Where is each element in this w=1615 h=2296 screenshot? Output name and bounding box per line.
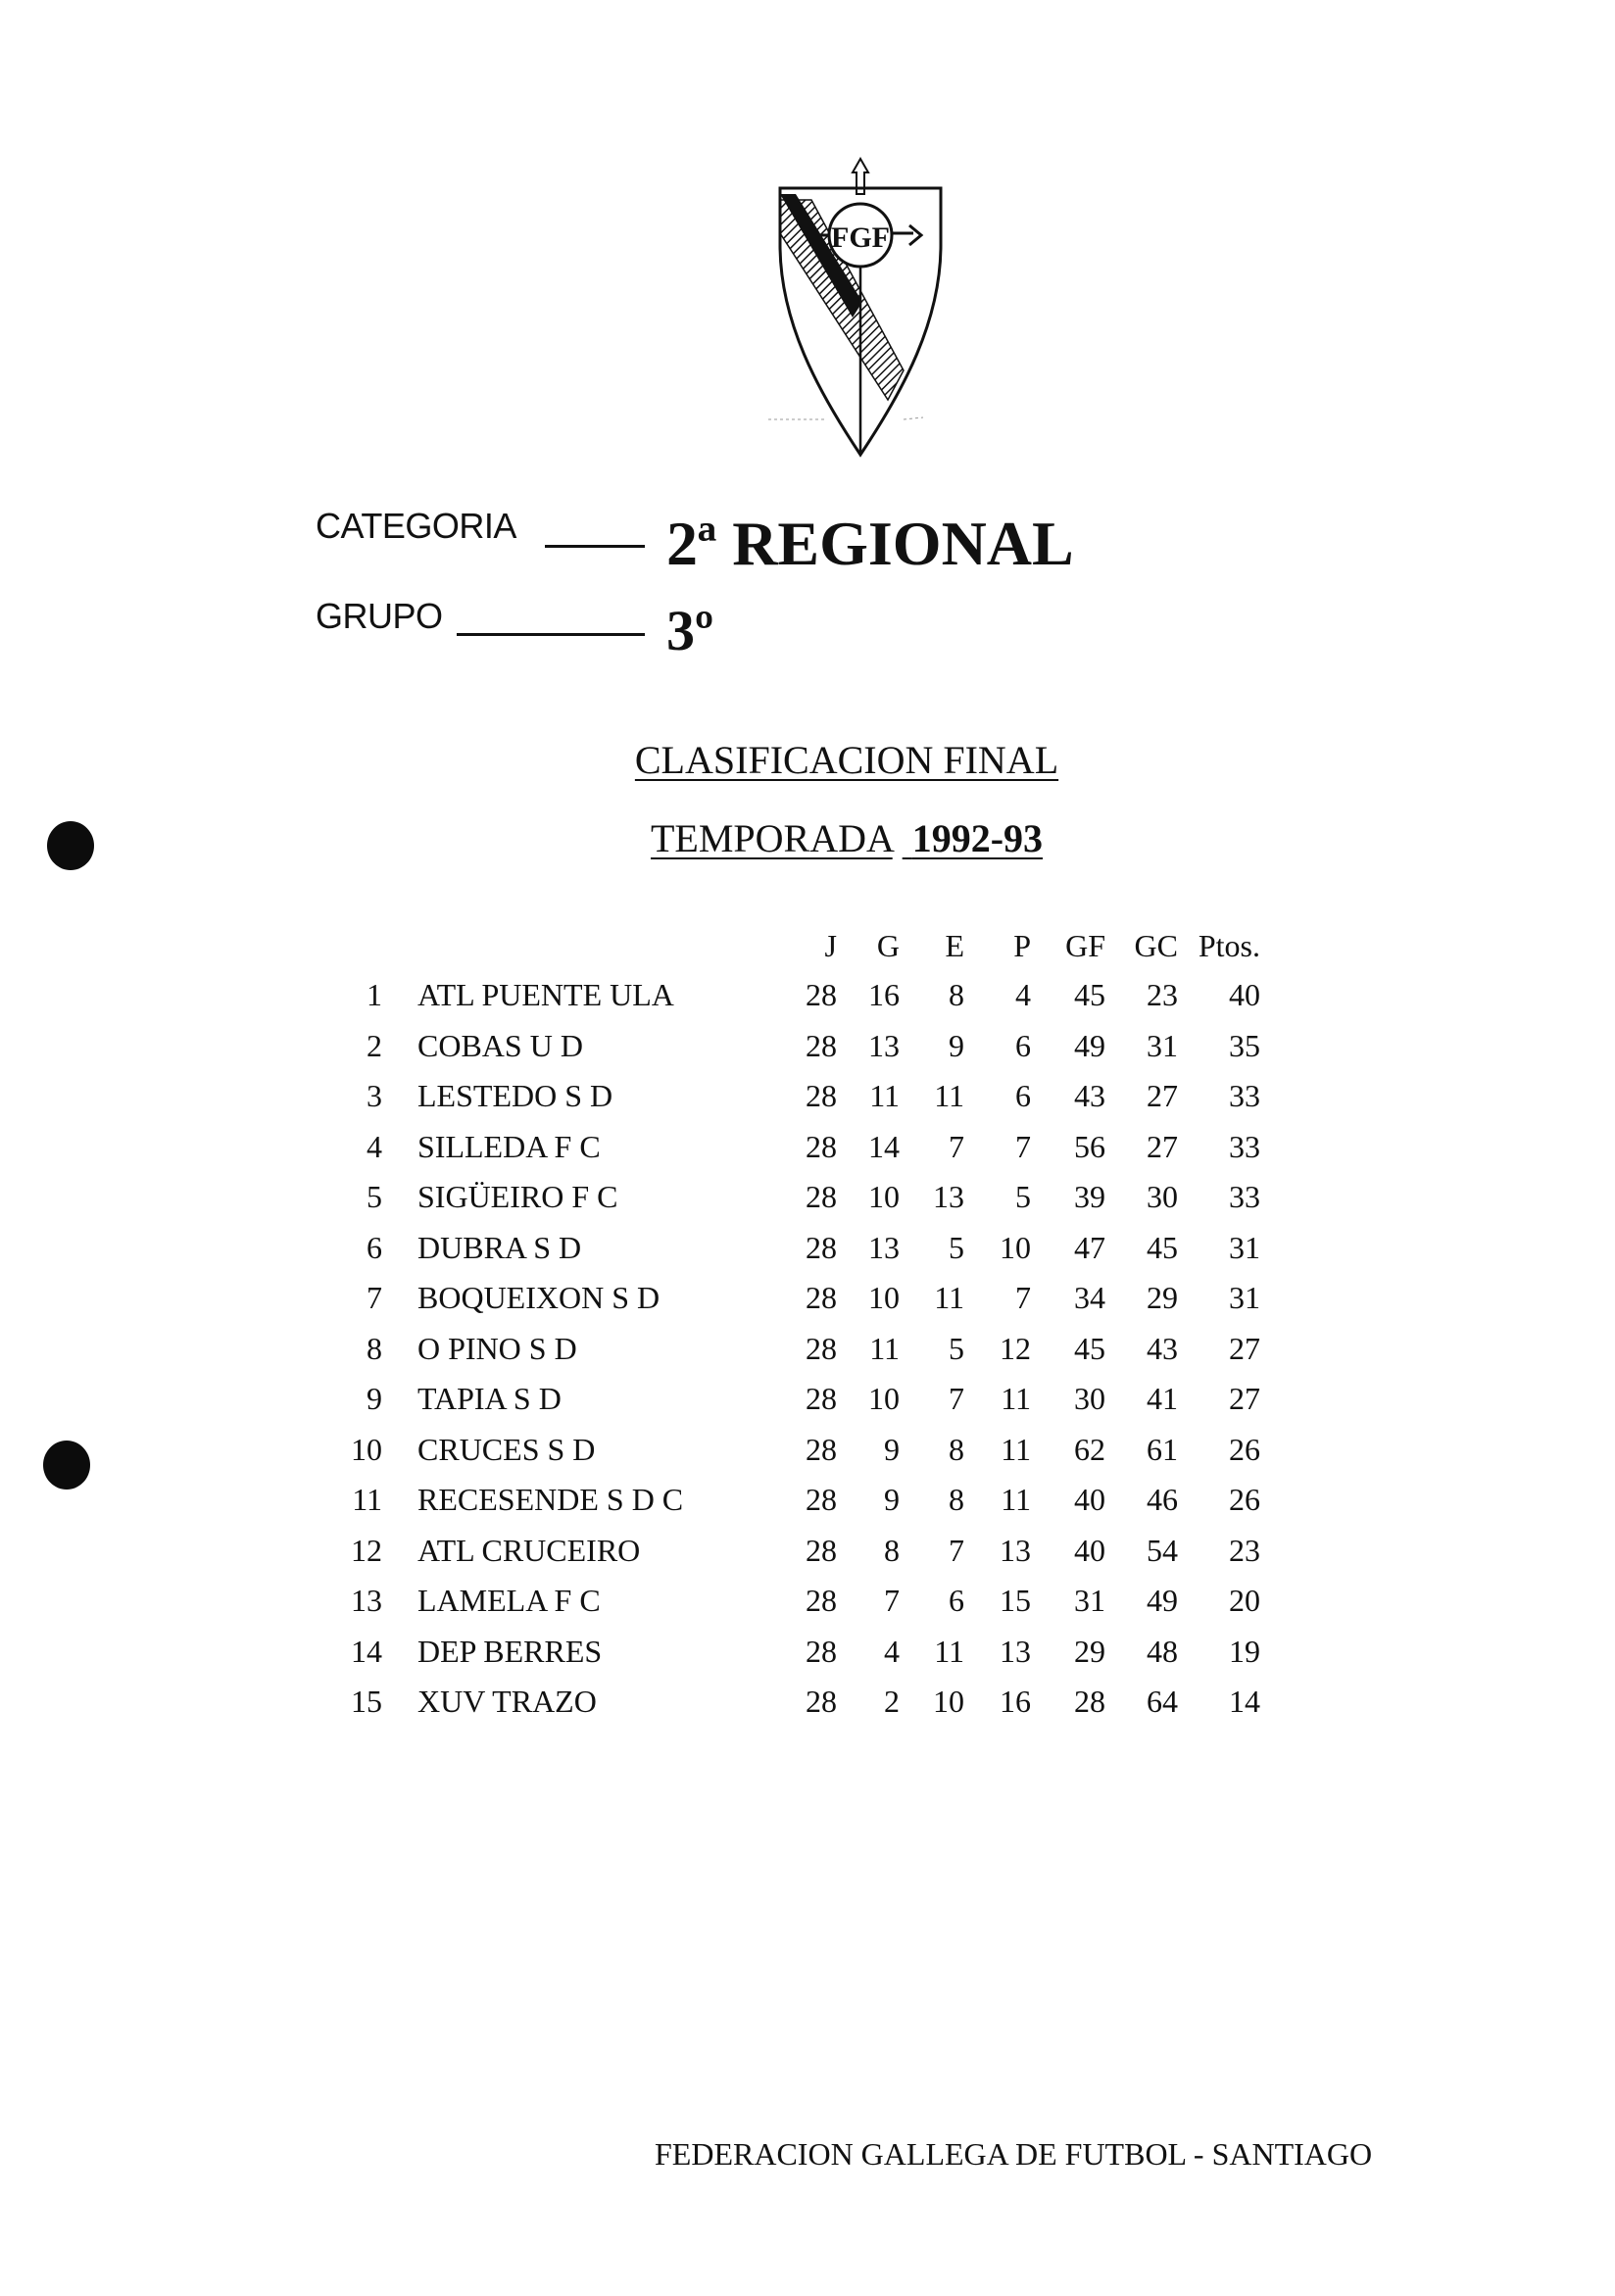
row-stat-p: 6 bbox=[1015, 1078, 1031, 1113]
row-stat-p: 12 bbox=[1000, 1330, 1031, 1366]
row-position: 14 bbox=[351, 1633, 382, 1669]
row-stat-gf: 28 bbox=[1074, 1684, 1105, 1719]
row-stat-e: 5 bbox=[949, 1229, 964, 1265]
row-team-name: O PINO S D bbox=[417, 1330, 577, 1366]
row-stat-j: 28 bbox=[806, 1229, 837, 1265]
row-stat-e: 8 bbox=[949, 1431, 964, 1467]
row-stat-g: 10 bbox=[868, 1381, 900, 1416]
row-stat-p: 13 bbox=[1000, 1633, 1031, 1669]
row-team-name: DUBRA S D bbox=[417, 1229, 582, 1265]
row-team-name: ATL CRUCEIRO bbox=[417, 1532, 641, 1568]
row-stat-gc: 27 bbox=[1147, 1128, 1178, 1164]
row-stat-ptos: 23 bbox=[1229, 1532, 1260, 1568]
row-stat-ptos: 19 bbox=[1229, 1633, 1260, 1669]
row-stat-j: 28 bbox=[806, 1482, 837, 1517]
row-stat-gf: 40 bbox=[1074, 1532, 1105, 1568]
row-stat-gf: 45 bbox=[1074, 977, 1105, 1012]
row-stat-gc: 61 bbox=[1147, 1431, 1178, 1467]
column-header: GC bbox=[1134, 928, 1178, 963]
row-stat-p: 7 bbox=[1015, 1280, 1031, 1315]
row-team-name: DEP BERRES bbox=[417, 1633, 603, 1669]
row-stat-e: 11 bbox=[934, 1078, 964, 1113]
row-stat-j: 28 bbox=[806, 1431, 837, 1467]
row-position: 15 bbox=[351, 1684, 382, 1719]
row-stat-p: 6 bbox=[1015, 1027, 1031, 1063]
row-position: 10 bbox=[351, 1431, 382, 1467]
row-position: 9 bbox=[367, 1381, 382, 1416]
row-stat-e: 7 bbox=[949, 1532, 964, 1568]
row-stat-e: 5 bbox=[949, 1330, 964, 1366]
row-stat-e: 6 bbox=[949, 1583, 964, 1618]
row-stat-ptos: 33 bbox=[1229, 1179, 1260, 1214]
row-stat-gf: 56 bbox=[1074, 1128, 1105, 1164]
row-stat-gc: 46 bbox=[1147, 1482, 1178, 1517]
row-stat-gf: 30 bbox=[1074, 1381, 1105, 1416]
row-stat-j: 28 bbox=[806, 1381, 837, 1416]
row-position: 7 bbox=[367, 1280, 382, 1315]
row-position: 13 bbox=[351, 1583, 382, 1618]
row-position: 3 bbox=[367, 1078, 382, 1113]
row-stat-gf: 49 bbox=[1074, 1027, 1105, 1063]
categoria-label: CATEGORIA bbox=[316, 506, 516, 546]
row-stat-ptos: 20 bbox=[1229, 1583, 1260, 1618]
row-stat-gc: 30 bbox=[1147, 1179, 1178, 1214]
row-team-name: SILLEDA F C bbox=[417, 1128, 601, 1164]
row-stat-e: 10 bbox=[933, 1684, 964, 1719]
row-stat-g: 2 bbox=[884, 1684, 900, 1719]
row-stat-gc: 64 bbox=[1147, 1684, 1178, 1719]
row-stat-g: 9 bbox=[884, 1431, 900, 1467]
row-stat-gc: 27 bbox=[1147, 1078, 1178, 1113]
row-stat-g: 16 bbox=[868, 977, 900, 1012]
row-stat-gf: 40 bbox=[1074, 1482, 1105, 1517]
season-label: TEMPORADA bbox=[650, 816, 893, 860]
classification-title-text: CLASIFICACION FINAL bbox=[634, 738, 1059, 782]
row-team-name: XUV TRAZO bbox=[417, 1684, 597, 1719]
column-header: GF bbox=[1065, 928, 1105, 963]
row-position: 8 bbox=[367, 1330, 382, 1366]
row-stat-p: 15 bbox=[1000, 1583, 1031, 1618]
row-stat-j: 28 bbox=[806, 1128, 837, 1164]
row-stat-e: 7 bbox=[949, 1381, 964, 1416]
row-stat-j: 28 bbox=[806, 1633, 837, 1669]
row-stat-gf: 43 bbox=[1074, 1078, 1105, 1113]
row-stat-e: 8 bbox=[949, 977, 964, 1012]
row-position: 12 bbox=[351, 1532, 382, 1568]
row-position: 6 bbox=[367, 1229, 382, 1265]
row-stat-gc: 49 bbox=[1147, 1583, 1178, 1618]
row-stat-ptos: 26 bbox=[1229, 1482, 1260, 1517]
row-position: 11 bbox=[352, 1482, 382, 1517]
row-stat-ptos: 26 bbox=[1229, 1431, 1260, 1467]
row-stat-e: 7 bbox=[949, 1128, 964, 1164]
row-stat-ptos: 14 bbox=[1229, 1684, 1260, 1719]
row-stat-e: 11 bbox=[934, 1633, 964, 1669]
row-stat-gc: 23 bbox=[1147, 977, 1178, 1012]
row-stat-g: 10 bbox=[868, 1179, 900, 1214]
row-stat-e: 9 bbox=[949, 1027, 964, 1063]
row-stat-gc: 45 bbox=[1147, 1229, 1178, 1265]
footer-federation: FEDERACION GALLEGA DE FUTBOL - SANTIAGO bbox=[655, 2136, 1373, 2172]
categoria-rule bbox=[545, 545, 645, 548]
row-team-name: ATL PUENTE ULA bbox=[417, 977, 674, 1012]
row-stat-e: 13 bbox=[933, 1179, 964, 1214]
row-team-name: CRUCES S D bbox=[417, 1431, 596, 1467]
row-stat-gc: 43 bbox=[1147, 1330, 1178, 1366]
row-stat-g: 13 bbox=[868, 1229, 900, 1265]
row-stat-ptos: 33 bbox=[1229, 1128, 1260, 1164]
row-position: 2 bbox=[367, 1027, 382, 1063]
row-stat-g: 4 bbox=[884, 1633, 900, 1669]
row-team-name: RECESENDE S D C bbox=[417, 1482, 684, 1517]
row-stat-gc: 29 bbox=[1147, 1280, 1178, 1315]
row-stat-p: 10 bbox=[1000, 1229, 1031, 1265]
row-stat-j: 28 bbox=[806, 1179, 837, 1214]
classification-title bbox=[0, 737, 1615, 783]
season-heading bbox=[0, 815, 1615, 861]
row-stat-gf: 47 bbox=[1074, 1229, 1105, 1265]
row-team-name: LAMELA F C bbox=[417, 1583, 601, 1618]
row-position: 1 bbox=[367, 977, 382, 1012]
row-stat-gf: 31 bbox=[1074, 1583, 1105, 1618]
row-stat-ptos: 33 bbox=[1229, 1078, 1260, 1113]
grupo-label: GRUPO bbox=[316, 596, 443, 636]
column-header: G bbox=[876, 928, 900, 963]
svg-text:FGF: FGF bbox=[831, 221, 890, 254]
row-stat-g: 14 bbox=[868, 1128, 900, 1164]
row-stat-gf: 29 bbox=[1074, 1633, 1105, 1669]
row-stat-e: 8 bbox=[949, 1482, 964, 1517]
row-stat-j: 28 bbox=[806, 1078, 837, 1113]
row-stat-g: 8 bbox=[884, 1532, 900, 1568]
column-header: J bbox=[824, 928, 837, 963]
row-stat-p: 16 bbox=[1000, 1684, 1031, 1719]
row-stat-p: 13 bbox=[1000, 1532, 1031, 1568]
row-stat-p: 7 bbox=[1015, 1128, 1031, 1164]
column-header: Ptos. bbox=[1198, 928, 1260, 963]
row-stat-g: 11 bbox=[869, 1078, 900, 1113]
row-position: 5 bbox=[367, 1179, 382, 1214]
grupo-value: 3º bbox=[666, 599, 714, 662]
row-stat-j: 28 bbox=[806, 977, 837, 1012]
row-stat-ptos: 31 bbox=[1229, 1229, 1260, 1265]
row-stat-j: 28 bbox=[806, 1532, 837, 1568]
row-stat-ptos: 27 bbox=[1229, 1381, 1260, 1416]
row-stat-gf: 45 bbox=[1074, 1330, 1105, 1366]
row-stat-gc: 31 bbox=[1147, 1027, 1178, 1063]
row-stat-p: 11 bbox=[1001, 1431, 1031, 1467]
row-team-name: LESTEDO S D bbox=[417, 1078, 613, 1113]
column-header: E bbox=[945, 928, 964, 963]
row-team-name: COBAS U D bbox=[417, 1027, 583, 1063]
row-stat-gc: 54 bbox=[1147, 1532, 1178, 1568]
row-stat-gf: 34 bbox=[1074, 1280, 1105, 1315]
row-stat-j: 28 bbox=[806, 1280, 837, 1315]
row-stat-gf: 62 bbox=[1074, 1431, 1105, 1467]
row-stat-g: 7 bbox=[884, 1583, 900, 1618]
season-value: 1992-93 bbox=[911, 816, 1044, 860]
row-stat-ptos: 31 bbox=[1229, 1280, 1260, 1315]
row-stat-gc: 48 bbox=[1147, 1633, 1178, 1669]
row-stat-gc: 41 bbox=[1147, 1381, 1178, 1416]
row-stat-g: 13 bbox=[868, 1027, 900, 1063]
row-stat-ptos: 35 bbox=[1229, 1027, 1260, 1063]
row-stat-p: 11 bbox=[1001, 1482, 1031, 1517]
row-stat-j: 28 bbox=[806, 1684, 837, 1719]
row-position: 4 bbox=[367, 1128, 382, 1164]
grupo-rule bbox=[457, 633, 645, 636]
row-team-name: TAPIA S D bbox=[417, 1381, 562, 1416]
punch-hole-bottom bbox=[43, 1441, 90, 1490]
column-header: P bbox=[1013, 928, 1031, 963]
row-stat-ptos: 27 bbox=[1229, 1330, 1260, 1366]
row-stat-ptos: 40 bbox=[1229, 977, 1260, 1012]
row-stat-j: 28 bbox=[806, 1583, 837, 1618]
federation-crest-logo bbox=[766, 155, 954, 461]
row-stat-g: 11 bbox=[869, 1330, 900, 1366]
row-stat-gf: 39 bbox=[1074, 1179, 1105, 1214]
row-stat-p: 4 bbox=[1015, 977, 1031, 1012]
categoria-value: 2ª REGIONAL bbox=[666, 509, 1074, 578]
row-stat-p: 11 bbox=[1001, 1381, 1031, 1416]
row-team-name: SIGÜEIRO F C bbox=[417, 1179, 618, 1214]
row-stat-e: 11 bbox=[934, 1280, 964, 1315]
row-stat-p: 5 bbox=[1015, 1179, 1031, 1214]
row-stat-g: 9 bbox=[884, 1482, 900, 1517]
row-team-name: BOQUEIXON S D bbox=[417, 1280, 661, 1315]
row-stat-j: 28 bbox=[806, 1027, 837, 1063]
row-stat-g: 10 bbox=[868, 1280, 900, 1315]
row-stat-j: 28 bbox=[806, 1330, 837, 1366]
